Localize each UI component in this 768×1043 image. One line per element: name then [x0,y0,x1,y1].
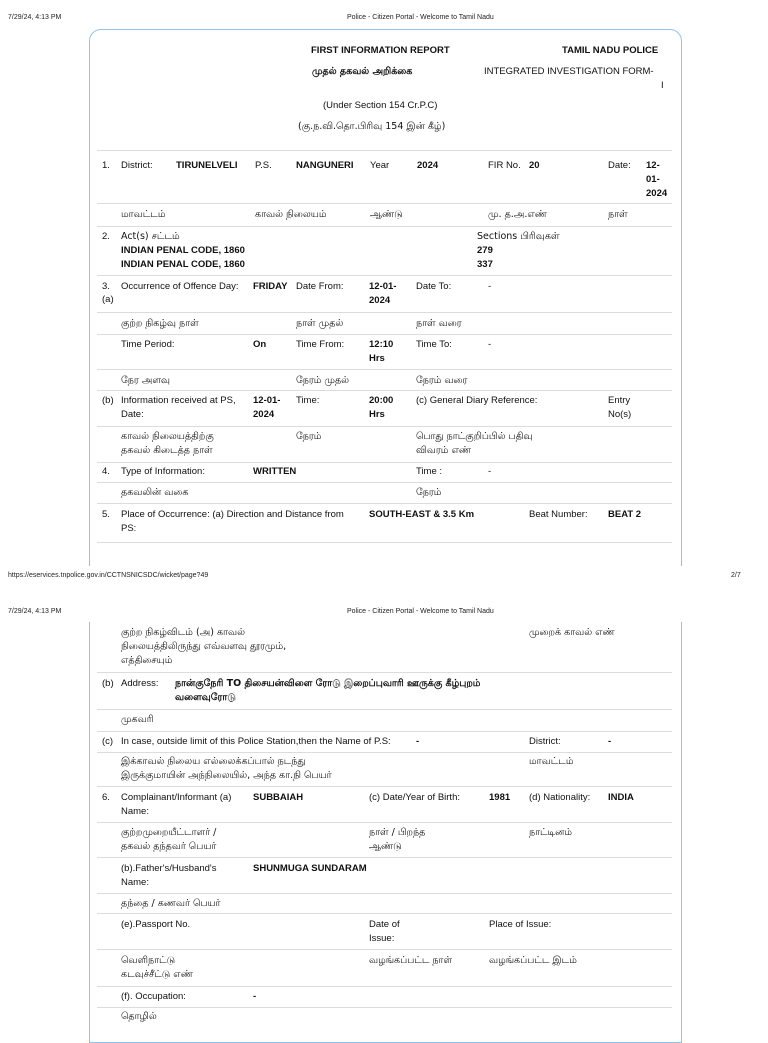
year-label: Year [370,160,390,171]
ta-info-time: நேரம் [296,431,322,442]
divider [97,822,672,823]
divider [97,786,672,787]
dob-label: (c) Date/Year of Birth: [369,792,460,803]
fir-value: 20 [529,160,540,171]
fir-label: FIR No. [488,160,521,171]
row-sub: (a) [102,294,114,305]
divider [97,462,672,463]
address-label: Address: [121,678,159,689]
report-title-ta: முதல் தகவல் அறிக்கை [312,66,413,77]
ta-issue-place: வழங்கப்பட்ட இடம் [489,955,577,966]
father-name: SHUNMUGA SUNDARAM [253,863,367,874]
time-from-label: Time From: [296,339,345,350]
issue-date-label-line1: Date of [369,919,400,930]
ta-year: ஆண்டு [370,209,403,220]
info-received-line2: Date: [121,409,144,420]
place-label-line2: PS: [121,523,137,534]
ta-time-from: நேரம் முதல் [296,375,350,386]
divider [97,482,672,483]
print-title: Police - Citizen Portal - Welcome to Tamil Nadu [347,608,494,615]
ta-info-type: தகவலின் வகை [121,487,189,498]
form-name: INTEGRATED INVESTIGATION FORM- [484,66,654,77]
dob-value: 1981 [489,792,511,803]
acts-label: Act(s) சட்டம் [121,231,180,242]
info-time-line2: Hrs [369,409,385,420]
issue-date-label-line2: Issue: [369,933,395,944]
divider [97,334,672,335]
ps-label: P.S. [255,160,272,171]
print-title: Police - Citizen Portal - Welcome to Tamil Nadu [347,14,494,21]
divider [97,503,672,504]
ps-value: NANGUNERI [296,160,354,171]
ta-father: தந்தை / கணவர் பெயர் [121,898,221,909]
divider [97,369,672,370]
beat-label: Beat Number: [529,509,588,520]
ta-nationality: நாட்டினம் [529,827,573,838]
father-label-line1: (b).Father's/Husband's [121,863,217,874]
info-type-time-label: Time : [416,466,443,477]
fir-card-page-1 [89,29,682,591]
row-number: 1. [102,160,110,171]
divider [97,893,672,894]
section-ta: (கு.ந.வி.தொ.பிரிவு 154 இன் கீழ்) [298,121,446,132]
form-name-suffix: I [661,80,664,91]
ta-passport-line2: கடவுச்சீட்டு எண் [121,969,193,980]
ta-place-line1: குற்ற நிகழ்விடம் (அ) காவல் [121,627,245,638]
outside-limit-ps: - [416,736,420,747]
ta-date-to: நாள் வரை [416,318,462,329]
ta-outside-district: மாவட்டம் [529,756,574,767]
ta-date-from: நாள் முதல் [296,318,344,329]
outside-district-label: District: [529,736,561,747]
ta-gd-line2: விவரம் எண் [416,445,471,456]
complainant-label-line1: Complainant/Informant (a) [121,792,232,803]
date-from-line2: 2024 [369,295,391,306]
divider [97,426,672,427]
place-direction: SOUTH-EAST & 3.5 Km [369,509,475,520]
row-sub: (b) [102,395,114,406]
ta-outside-line1: இக்காவல் நிலைய எல்லைக்கப்பால் நடந்து [121,756,306,767]
outside-district: - [608,736,612,747]
info-type-value: WRITTEN [253,466,297,477]
ta-fir: மு. த.அ.எண் [488,209,547,220]
info-type-time: - [488,466,492,477]
info-date-line2: 2024 [253,409,275,420]
divider [97,672,672,673]
divider [97,913,672,914]
father-label-line2: Name: [121,877,149,888]
ta-dob-line1: நாள் / பிறந்த [369,827,426,838]
print-page-number: 2/7 [731,572,741,579]
date-to-label: Date To: [416,281,452,292]
time-from-line2: Hrs [369,353,385,364]
district-value: TIRUNELVELI [176,160,238,171]
time-from-line1: 12:10 [369,339,394,350]
divider [97,949,672,950]
time-period-label: Time Period: [121,339,175,350]
date-from-line1: 12-01- [369,281,397,292]
year-value: 2024 [417,160,439,171]
divider [97,150,672,151]
date-value-line2: 01- [646,174,660,185]
date-from-label: Date From: [296,281,344,292]
sections-label: Sections பிரிவுகள் [477,231,560,242]
row-number: 4. [102,466,110,477]
ta-gd-line1: பொது நாட்குறிப்பில் பதிவு [416,431,533,442]
divider [97,857,672,858]
passport-label: (e).Passport No. [121,919,191,930]
info-time-line1: 20:00 [369,395,394,406]
info-received-line1: Information received at PS, [121,395,236,406]
date-value-line3: 2024 [646,188,668,199]
ta-info-type-time: நேரம் [416,487,442,498]
ta-time-to: நேரம் வரை [416,375,468,386]
print-datetime: 7/29/24, 4:13 PM [8,14,62,21]
section-en: (Under Section 154 Cr.P.C) [323,100,438,111]
ta-complainant-line2: தகவல் தந்தவர் பெயர் [121,841,217,852]
time-to-label: Time To: [416,339,452,350]
print-datetime: 7/29/24, 4:13 PM [8,608,62,615]
address-line2: வளைவுரோடு [175,692,236,703]
ta-district: மாவட்டம் [121,209,166,220]
divider [97,1007,672,1008]
nationality-value: INDIA [608,792,634,803]
place-label-line1: Place of Occurrence: (a) Direction and Distance from [121,509,344,520]
occurrence-day-label: Occurrence of Offence Day: [121,281,239,292]
occupation-label: (f). Occupation: [121,991,186,1002]
row-sub: (c) [102,736,114,747]
ta-date: நாள் [608,209,628,220]
divider [97,390,672,391]
row-number: 5. [102,509,110,520]
divider [97,986,672,987]
ta-beat: முறைக் காவல் எண் [529,627,615,638]
district-label: District: [121,160,153,171]
divider [97,203,672,204]
date-to: - [488,281,492,292]
ta-outside-line2: இருக்குமாயின் அந்நிலையில், அந்த கா.நி பெயர் [121,770,332,781]
divider [97,752,672,753]
section-2: 337 [477,259,493,270]
issue-place-label: Place of Issue: [489,919,552,930]
ta-complainant-line1: குற்றமுறையீட்டாளர் / [121,827,217,838]
gd-reference-label: (c) General Diary Reference: [416,395,538,406]
ta-occurrence-day: குற்ற நிகழ்வு நாள் [121,318,199,329]
occurrence-day: FRIDAY [253,281,288,292]
report-title-en: FIRST INFORMATION REPORT [311,45,450,56]
ta-passport-line1: வெளிநாட்டு [121,955,176,966]
outside-limit-label: In case, outside limit of this Police Station,then the Name of P.S: [121,736,391,747]
row-sub: (b) [102,678,114,689]
occupation-value: - [253,991,257,1002]
info-type-label: Type of Information: [121,466,205,477]
ta-info-line2: தகவல் கிடைத்த நாள் [121,445,213,456]
complainant-name: SUBBAIAH [253,792,304,803]
divider [97,275,672,276]
entry-no-line1: Entry [608,395,631,406]
row-number: 2. [102,231,110,242]
ta-place-line3: எத்திசையும் [121,655,173,666]
info-date-line1: 12-01- [253,395,281,406]
row-number: 3. [102,281,110,292]
ta-ps: காவல் நிலையம் [255,209,327,220]
date-value-line1: 12- [646,160,660,171]
nationality-label: (d) Nationality: [529,792,591,803]
row-number: 6. [102,792,110,803]
divider [97,312,672,313]
ta-address: முகவரி [121,714,154,725]
entry-no-line2: No(s) [608,409,632,420]
divider [97,709,672,710]
print-url: https://eservices.tnpolice.gov.in/CCTNSNICSDC/wicket/page?49 [8,572,209,579]
act-2: INDIAN PENAL CODE, 1860 [121,259,245,270]
ta-dob-line2: ஆண்டு [369,841,402,852]
divider [97,226,672,227]
ta-occupation: தொழில் [121,1011,157,1022]
info-time-label: Time: [296,395,320,406]
divider [97,542,672,543]
ta-place-line2: நிலையத்திலிருந்து எவ்வளவு தூரமும், [121,641,287,652]
ta-issue-date: வழங்கப்பட்ட நாள் [369,955,453,966]
ta-time-period: நேர அளவு [121,375,170,386]
act-1: INDIAN PENAL CODE, 1860 [121,245,245,256]
org-name: TAMIL NADU POLICE [562,45,659,56]
time-period: On [253,339,267,350]
address-line1: நான்குநேரி TO திசையன்விளை ரோடு இறைப்புவாரி ஊருக்கு கீழ்புறம் [175,678,481,689]
section-1: 279 [477,245,493,256]
divider [97,731,672,732]
date-label: Date: [608,160,631,171]
beat-value: BEAT 2 [608,509,642,520]
complainant-label-line2: Name: [121,806,149,817]
ta-info-line1: காவல் நிலையத்திற்கு [121,431,214,442]
time-to: - [488,339,492,350]
